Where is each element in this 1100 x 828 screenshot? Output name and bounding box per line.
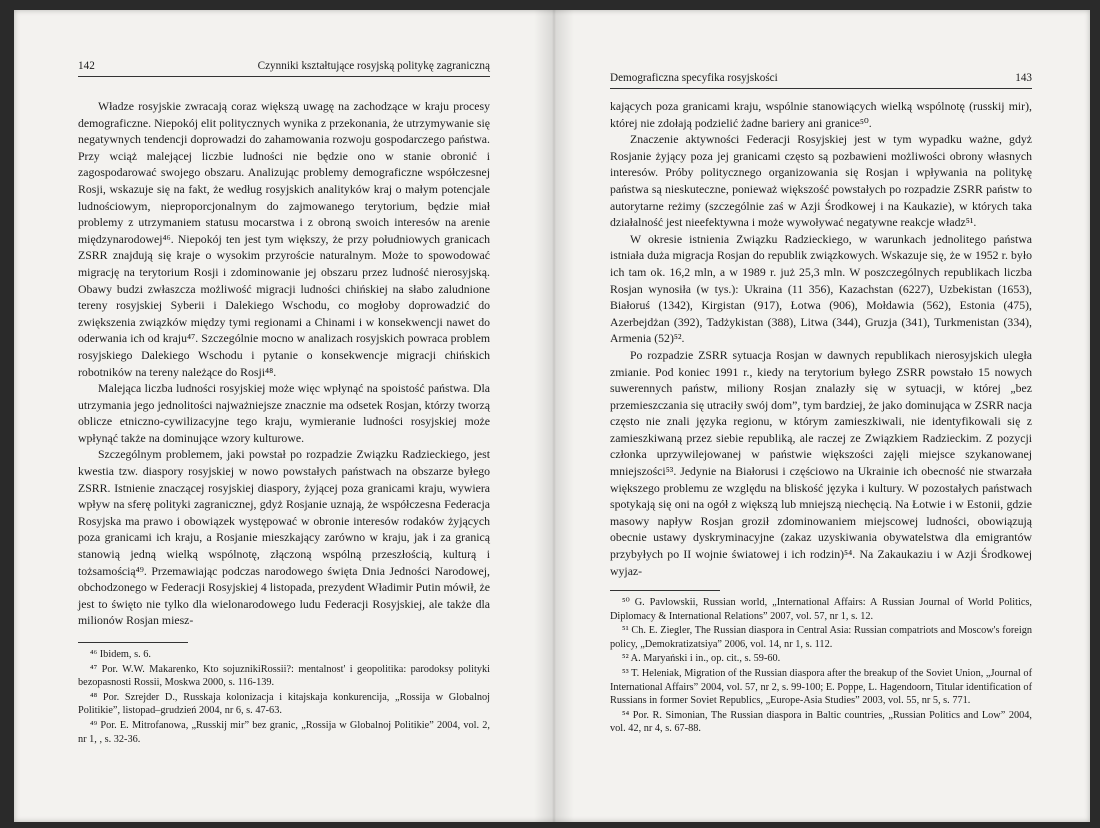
right-footnotes bbox=[610, 596, 1032, 737]
left-body-text bbox=[78, 98, 490, 629]
footnote: ⁵¹ Ch. E. Ziegler, The Russian diaspora in Central Asia: Russian compatriots and Moscow's foreign policy, „Demokratizatsiya” 2006, vol. 14, nr 1, s. 112. bbox=[610, 625, 1032, 650]
footnote: ⁵² A. Maryański i in., op. cit., s. 59-60. bbox=[622, 653, 781, 665]
footnote: ⁵³ T. Heleniak, Migration of the Russian diaspora after the breakup of the Soviet Union, „Journal of International Affairs” 2004, vol. 57, nr 2, s. 99-100; E. Poppe, L. Hagendoorn, Titular identification of Russians in former Soviet Republics, „Europe-Asia Studies” 2003, vol. 55, nr 5, s. 771. bbox=[610, 667, 1032, 707]
paragraph: Po rozpadzie ZSRR sytuacja Rosjan w dawnych republikach nierosyjskich uległa zmianie. Pod koniec 1991 r., kiedy na terytorium byłego ZSRR powstało 15 nowych suwerennych państw, miliony Rosjan znalazły się w sytuacji, w której „bez przemieszczania się utraciły swój dom”, tym bardziej, że jako dominująca w ZSRR nacja często nie znali języka regionu, w którym zamieszkiwali, nie identyfikowali się z zamieszkiwaną przez siebie republiką, ale raczej ze Związkiem Radzieckim. Z pozycji członka uprzywilejowanej w państwie większości zajęli miejsce szykanowanej mniejszości⁵³. Jedynie na Białorusi i częściowo na Ukrainie ich obecność nie stwarzała większego problemu ze względu na bliskość języka i kultury. W pozostałych państwach spotykają się oni na ogół z większą lub mniejszą niechęcią. Na Łotwie i w Estonii, gdzie masowy napływ Rosjan groził zdominowaniem miejscowej ludności, obowiązują obecnie ustawy dyskryminacyjne (zakaz uzyskiwania obywatelstwa dla emigrantów przybyłych po II wojnie światowej i ich rodzin)⁵⁴. Na Zakaukaziu i w Azji Środkowej wyjaz- bbox=[610, 347, 1032, 578]
paragraph: Szczególnym problemem, jaki powstał po rozpadzie Związku Radzieckiego, jest kwestia tzw. diaspory rosyjskiej w nowo powstałych państwach na obszarze byłego ZSRR. Istnienie znaczącej rosyjskiej diaspory, żyjącej poza granicami kraju, wywiera wpływ na sferę polityki zagranicznej, gdyż Rosjanie uznają, że współczesna Federacja Rosyjska ma prawo i obowiązek występować w obronie interesów rodaków żyjących poza granicami ich kraju, a Rosjanie mieszkający zarówno w kraju, jak i za granicą stanowią jedną wielką wspólnotę, złączoną wspólną przeszłością, kulturą i tożsamością⁴⁹. Przemawiając podczas narodowego święta Dnia Jedności Narodowej, obchodzonego w Federacji Rosyjskiej 4 listopada, prezydent Władimir Putin mówił, że jest to święto nie tylko dla wielonarodowego ludu Federacji Rosyjskiej, ale także dla milionów Rosjan miesz- bbox=[78, 447, 490, 628]
right-running-head bbox=[610, 72, 1032, 89]
paragraph: kających poza granicami kraju, wspólnie stanowiących wielką wspólnotę (russkij mir), której nie zdołają podzielić żadne bariery ani granice⁵⁰. bbox=[610, 99, 1032, 130]
left-running-title: Czynniki kształtujące rosyjską politykę zagraniczną bbox=[257, 60, 490, 72]
left-footnotes bbox=[78, 648, 490, 747]
footnote: ⁵⁰ G. Pavlowskii, Russian world, „International Affairs: A Russian Journal of World Politics, Diplomacy & International Relations” 2007, vol. 57, nr 1, s. 12. bbox=[610, 597, 1032, 622]
book-spread bbox=[14, 10, 1090, 822]
left-page bbox=[78, 10, 490, 822]
footnote-rule bbox=[78, 642, 188, 643]
footnote: ⁵⁴ Por. R. Simonian, The Russian diaspora in Baltic countries, „Russian Politics and Low” 2004, vol. 42, nr 4, s. 67-88. bbox=[610, 709, 1032, 735]
right-page-number: 143 bbox=[1015, 72, 1032, 84]
left-running-head bbox=[78, 60, 490, 77]
footnote-rule bbox=[610, 590, 720, 591]
footnote: ⁴⁷ Por. W.W. Makarenko, Kto sojuznikiRossii?: mentalnost' i geopolitika: parodoksy polityki bezopasnosti Rossii, Moskwa 2000, s. 116-139. bbox=[78, 663, 490, 689]
footnote: ⁴⁹ Por. E. Mitrofanowa, „Russkij mir” bez granic, „Rossija w Globalnoj Politikie” 2004, vol. 2, nr 1, , s. 32-36. bbox=[78, 719, 490, 745]
footnote: ⁴⁶ Ibidem, s. 6. bbox=[90, 649, 151, 660]
paragraph: Władze rosyjskie zwracają coraz większą uwagę na zachodzące w kraju procesy demograficzne. Niepokój elit politycznych wynika z przekonania, że utrzymywanie się negatywnych tendencji doprowadzi do zahamowania rozwoju gospodarczego państwa. Przy wciąż malejącej liczbie ludności nie będzie ono w stanie obronić i zagospodarować swojego obszaru. Analizując problemy demograficzne współczesnej Rosji, wskazuje się na fakt, że według rosyjskich analityków kraj o małym potencjale ludnościowym, nieproporcjonalnym do zajmowanego terytorium, będzie miał problemy z utrzymaniem statusu mocarstwa i z obroną swoich interesów na arenie międzynarodowej⁴⁶. Niepokój ten jest tym większy, że przy południowych granicach ZSRR znajdują się kraje o wysokim przyroście naturalnym. Może to spowodować migrację na terytorium Rosji i zdominowanie jej obszaru przez ludność nierosyjską. Obawy budzi zwłaszcza możliwość migracji ludności chińskiej na słabo zaludnione tereny rosyjskiej Syberii i Dalekiego Wschodu, co mogłoby doprowadzić do zwiększenia związków między tymi regionami a Chinami i w konsekwencji nawet do oderwania ich od kraju⁴⁷. Szczególnie mocno w analizach rosyjskich powraca problem rosyjskiego Dalekiego Wschodu i pytanie o konsekwencje migracji chińskich robotników na tereny należące do Rosji⁴⁸. bbox=[78, 99, 490, 379]
book-gutter bbox=[534, 10, 574, 822]
footnote: ⁴⁸ Por. Szrejder D., Russkaja kolonizacja i kitajskaja konkurencija, „Rossija w Globalnoj Politikie”, listopad–grudzień 2004, nr 6, s. 47-63. bbox=[78, 691, 490, 717]
right-body-text bbox=[610, 98, 1032, 579]
paragraph: Malejąca liczba ludności rosyjskiej może więc wpłynąć na spoistość państwa. Dla utrzymania jego jednolitości najważniejsze znacznie ma odsetek Rosjan, którzy tworzą oblicze etniczno-cywilizacyjne tego kraju, wymieranie ludności rosyjskiej może wpłynąć także na dominujące wzory kulturowe. bbox=[78, 381, 490, 445]
right-running-title: Demograficzna specyfika rosyjskości bbox=[610, 72, 778, 84]
right-page bbox=[610, 10, 1032, 822]
paragraph: Znaczenie aktywności Federacji Rosyjskiej jest w tym wypadku ważne, gdyż Rosjanie żyjący poza jej granicami często są pozbawieni możliwości obrony własnych interesów. Próby politycznego organizowania się Rosjan i wpływania na politykę państwa są nieskuteczne, ponieważ większość powstałych po rozpadzie ZSRR państw to autorytarne reżimy (szczególnie zaś w Azji Środkowej i na Kaukazie), w których taka działalność jest nieefektywna i może wywoływać negatywne reakcje władz⁵¹. bbox=[610, 132, 1032, 230]
left-page-number: 142 bbox=[78, 60, 95, 72]
paragraph: W okresie istnienia Związku Radzieckiego, w warunkach jednolitego państwa istniała duża migracja Rosjan do republik związkowych. Wskazuje się, że w 1952 r. było ich tam ok. 16,2 mln, a w 1989 r. już 25,3 mln. W poszczególnych republikach liczba Rosjan wynosiła (w tys.): Ukraina (11 356), Kazachstan (6227), Uzbekistan (1653), Białoruś (1342), Kirgistan (917), Łotwa (906), Mołdawia (562), Estonia (475), Azerbejdżan (392), Tadżykistan (388), Litwa (344), Gruzja (341), Turkmenistan (334), Armenia (52)⁵². bbox=[610, 231, 1032, 346]
